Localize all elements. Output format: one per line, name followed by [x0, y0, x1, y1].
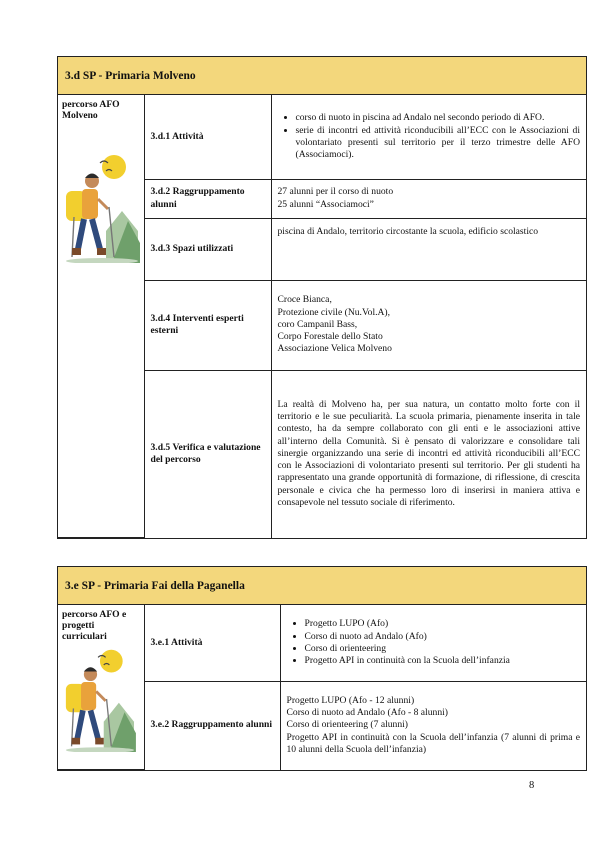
row-label	[144, 218, 271, 280]
list-item: • Corso di nuoto ad Andalo (Afo)	[305, 631, 581, 643]
row-label	[144, 370, 271, 538]
text-line: 25 alunni “Associamoci”	[277, 198, 374, 210]
text-line: Corpo Forestale dello Stato	[277, 331, 383, 343]
bullet-list	[278, 112, 581, 161]
left-cell	[58, 95, 144, 538]
row-label-text: 3.d.3 Spazi utilizzati	[150, 242, 234, 254]
row-label-text: 3.d.4 Interventi esperti esterni	[150, 312, 244, 336]
row-content	[271, 370, 586, 538]
section-3e	[57, 566, 587, 771]
row-label	[144, 280, 271, 370]
row-content	[271, 179, 586, 218]
row-label-text: 3.d.5 Verifica e valutazione del percorso	[150, 441, 261, 465]
left-label: percorso AFO Molveno	[62, 99, 120, 121]
list-item: • Progetto API in continuità con la Scuola dell’infanzia	[305, 655, 581, 667]
text-line: Corso di orienteering (7 alunni)	[286, 719, 408, 731]
row-label	[144, 179, 271, 218]
left-cell	[58, 605, 144, 770]
section-table	[58, 95, 586, 538]
text-line: Associazione Velica Molveno	[277, 343, 392, 355]
text-line: Protezione civile (Nu.Vol.A),	[277, 306, 391, 318]
section-title: 3.d SP - Primaria Molveno	[65, 69, 196, 82]
row-content	[271, 280, 586, 370]
row-label-text: 3.e.2 Raggruppamento alunni	[150, 719, 273, 731]
section-header	[58, 57, 586, 95]
bullet-list	[287, 618, 581, 667]
section-header	[58, 567, 586, 605]
row-label-text: 3.d.1 Attività	[150, 130, 204, 142]
left-label: percorso AFO e progetti curriculari	[62, 609, 127, 642]
page-number: 8	[529, 780, 535, 791]
row-content	[271, 95, 586, 179]
hiker-illustration	[62, 151, 140, 263]
row-content	[271, 218, 586, 280]
text-line: Progetto API in continuità con la Scuola dell’infanzia (7 alunni di prima e 10 alunni della Scuola dell’infanzia)	[286, 731, 580, 755]
section-title: 3.e SP - Primaria Fai della Paganella	[65, 579, 245, 592]
row-label	[144, 95, 271, 179]
text-line: coro Campanil Bass,	[277, 318, 358, 330]
text-line: Corso di nuoto ad Andalo (Afo - 8 alunni)	[286, 707, 448, 719]
list-item: • Corso di orienteering	[305, 643, 581, 655]
row-content	[280, 605, 586, 681]
row-label	[144, 605, 280, 681]
list-item: • serie di incontri ed attività riconducibili all’ECC con le Associazioni di volontariato presenti sul territorio per il terzo trimestre delle AFO (Associamoci).	[296, 125, 581, 162]
hiker-illustration	[62, 646, 136, 752]
row-content	[280, 681, 586, 770]
row-label-text: 3.d.2 Raggruppamento alunni	[150, 186, 245, 210]
text-line: 27 alunni per il corso di nuoto	[277, 186, 394, 198]
list-item: • corso di nuoto in piscina ad Andalo nel secondo periodo di AFO.	[296, 112, 581, 124]
list-item: • Progetto LUPO (Afo)	[305, 618, 581, 630]
text-line: Croce Bianca,	[277, 294, 332, 306]
section-table	[58, 605, 586, 770]
text-block: La realtà di Molveno ha, per sua natura, un contatto molto forte con il territorio e le sue peculiarità. La scuola primaria, pienamente inserita in tale contesto, ha da sempre collaborato con gli enti e le associazioni attive all’interno della Comunità. Si è pensato di valorizzare e consolidare tali sinergie organizzando una serie di incontri ed attività riconducibili all’ECC con le Associazioni di volontariato presenti sul territorio. Per gli studenti ha rappresentato una grande opportunità di formazione, di riflessione, di crescita personale e civica che ha permesso loro di inserirsi in maniera attiva e consapevole nel tessuto sociale di riferimento.	[277, 399, 580, 508]
text-line: Progetto LUPO (Afo - 12 alunni)	[286, 694, 415, 706]
text-block: piscina di Andalo, territorio circostante la scuola, edificio scolastico	[277, 225, 539, 237]
row-label	[144, 681, 280, 770]
section-3d	[57, 56, 587, 539]
row-label-text: 3.e.1 Attività	[150, 636, 203, 648]
